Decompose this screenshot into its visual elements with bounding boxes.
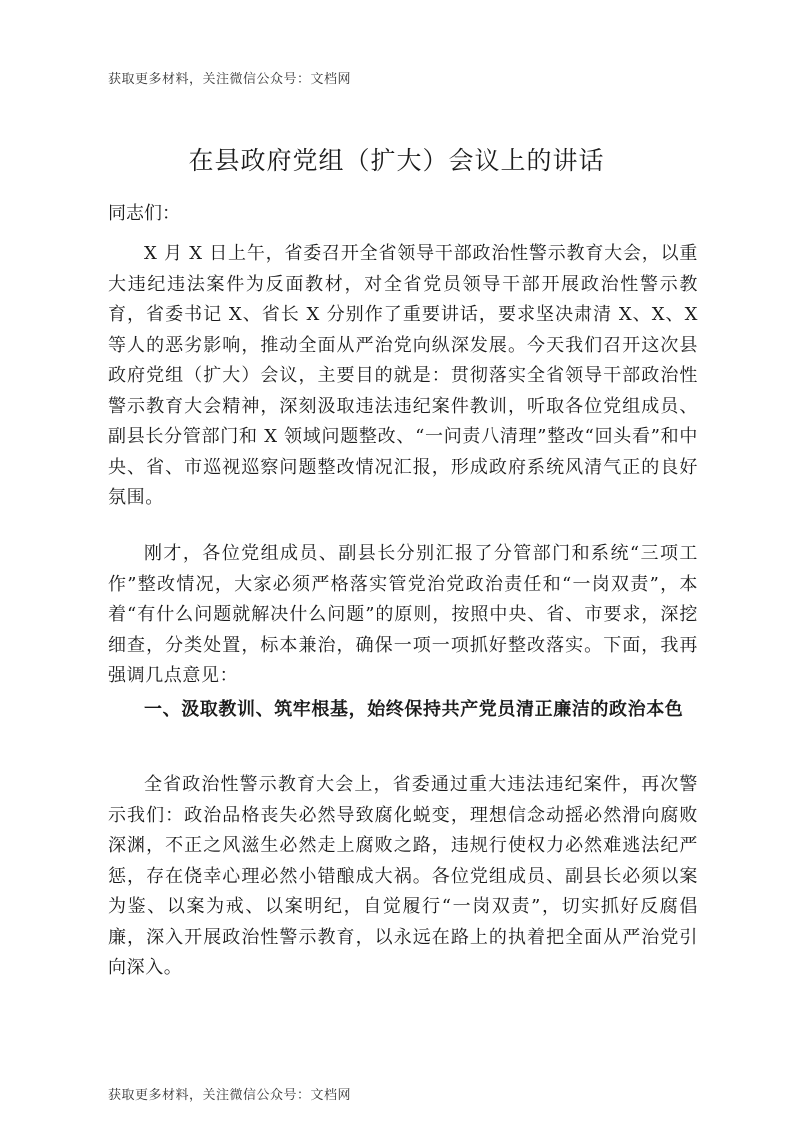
paragraph-1: X 月 X 日上午，省委召开全省领导干部政治性警示教育大会，以重大违纪违法案件为反面教材，对全省党员领导干部开展政治性警示教育，省委书记 X、省长 X 分别作了重要讲话，要求坚决肃清 X、X、X 等人的恶劣影响，推动全面从严治党向纵深发展。今天我们召开这次县政府党组（扩大）会议，主要目的就是：贯彻落实全省领导干部政治性警示教育大会精神，深刻汲取违法违纪案件教训，听取各位党组成员、副县长分管部门和 X 领域问题整改、“一问责八清理”整改“回头看”和中央、省、市巡视巡察问题整改情况汇报，形成政府系统风清气正的良好氛围。 bbox=[108, 243, 698, 508]
header-note: 获取更多材料，关注微信公众号：文档网 bbox=[108, 72, 352, 87]
footer-note: 获取更多材料，关注微信公众号：文档网 bbox=[108, 1088, 352, 1103]
section-heading-1: 一、汲取教训、筑牢根基，始终保持共产党员清正廉洁的政治本色 bbox=[144, 699, 684, 720]
paragraph-2: 刚才，各位党组成员、副县长分别汇报了分管部门和系统“三项工作”整改情况，大家必须严格落实管党治党政治责任和“一岗双责”，本着“有什么问题就解决什么问题”的原则，按照中央、省、市要求，深挖细查，分类处置，标本兼治，确保一项一项抓好整改落实。下面，我再强调几点意见： bbox=[108, 543, 698, 686]
salutation: 同志们： bbox=[108, 203, 180, 224]
paragraph-3: 全省政治性警示教育大会上，省委通过重大违法违纪案件，再次警示我们：政治品格丧失必然导致腐化蜕变，理想信念动摇必然滑向腐败深渊，不正之风滋生必然走上腐败之路，违规行使权力必然难逃法纪严惩，存在侥幸心理必然小错酿成大祸。各位党组成员、副县长必须以案为鉴、以案为戒、以案明纪，自觉履行“一岗双责”，切实抓好反腐倡廉，深入开展政治性警示教育，以永远在路上的执着把全面从严治党引向深入。 bbox=[108, 774, 698, 978]
document-title: 在县政府党组（扩大）会议上的讲话 bbox=[188, 146, 605, 175]
